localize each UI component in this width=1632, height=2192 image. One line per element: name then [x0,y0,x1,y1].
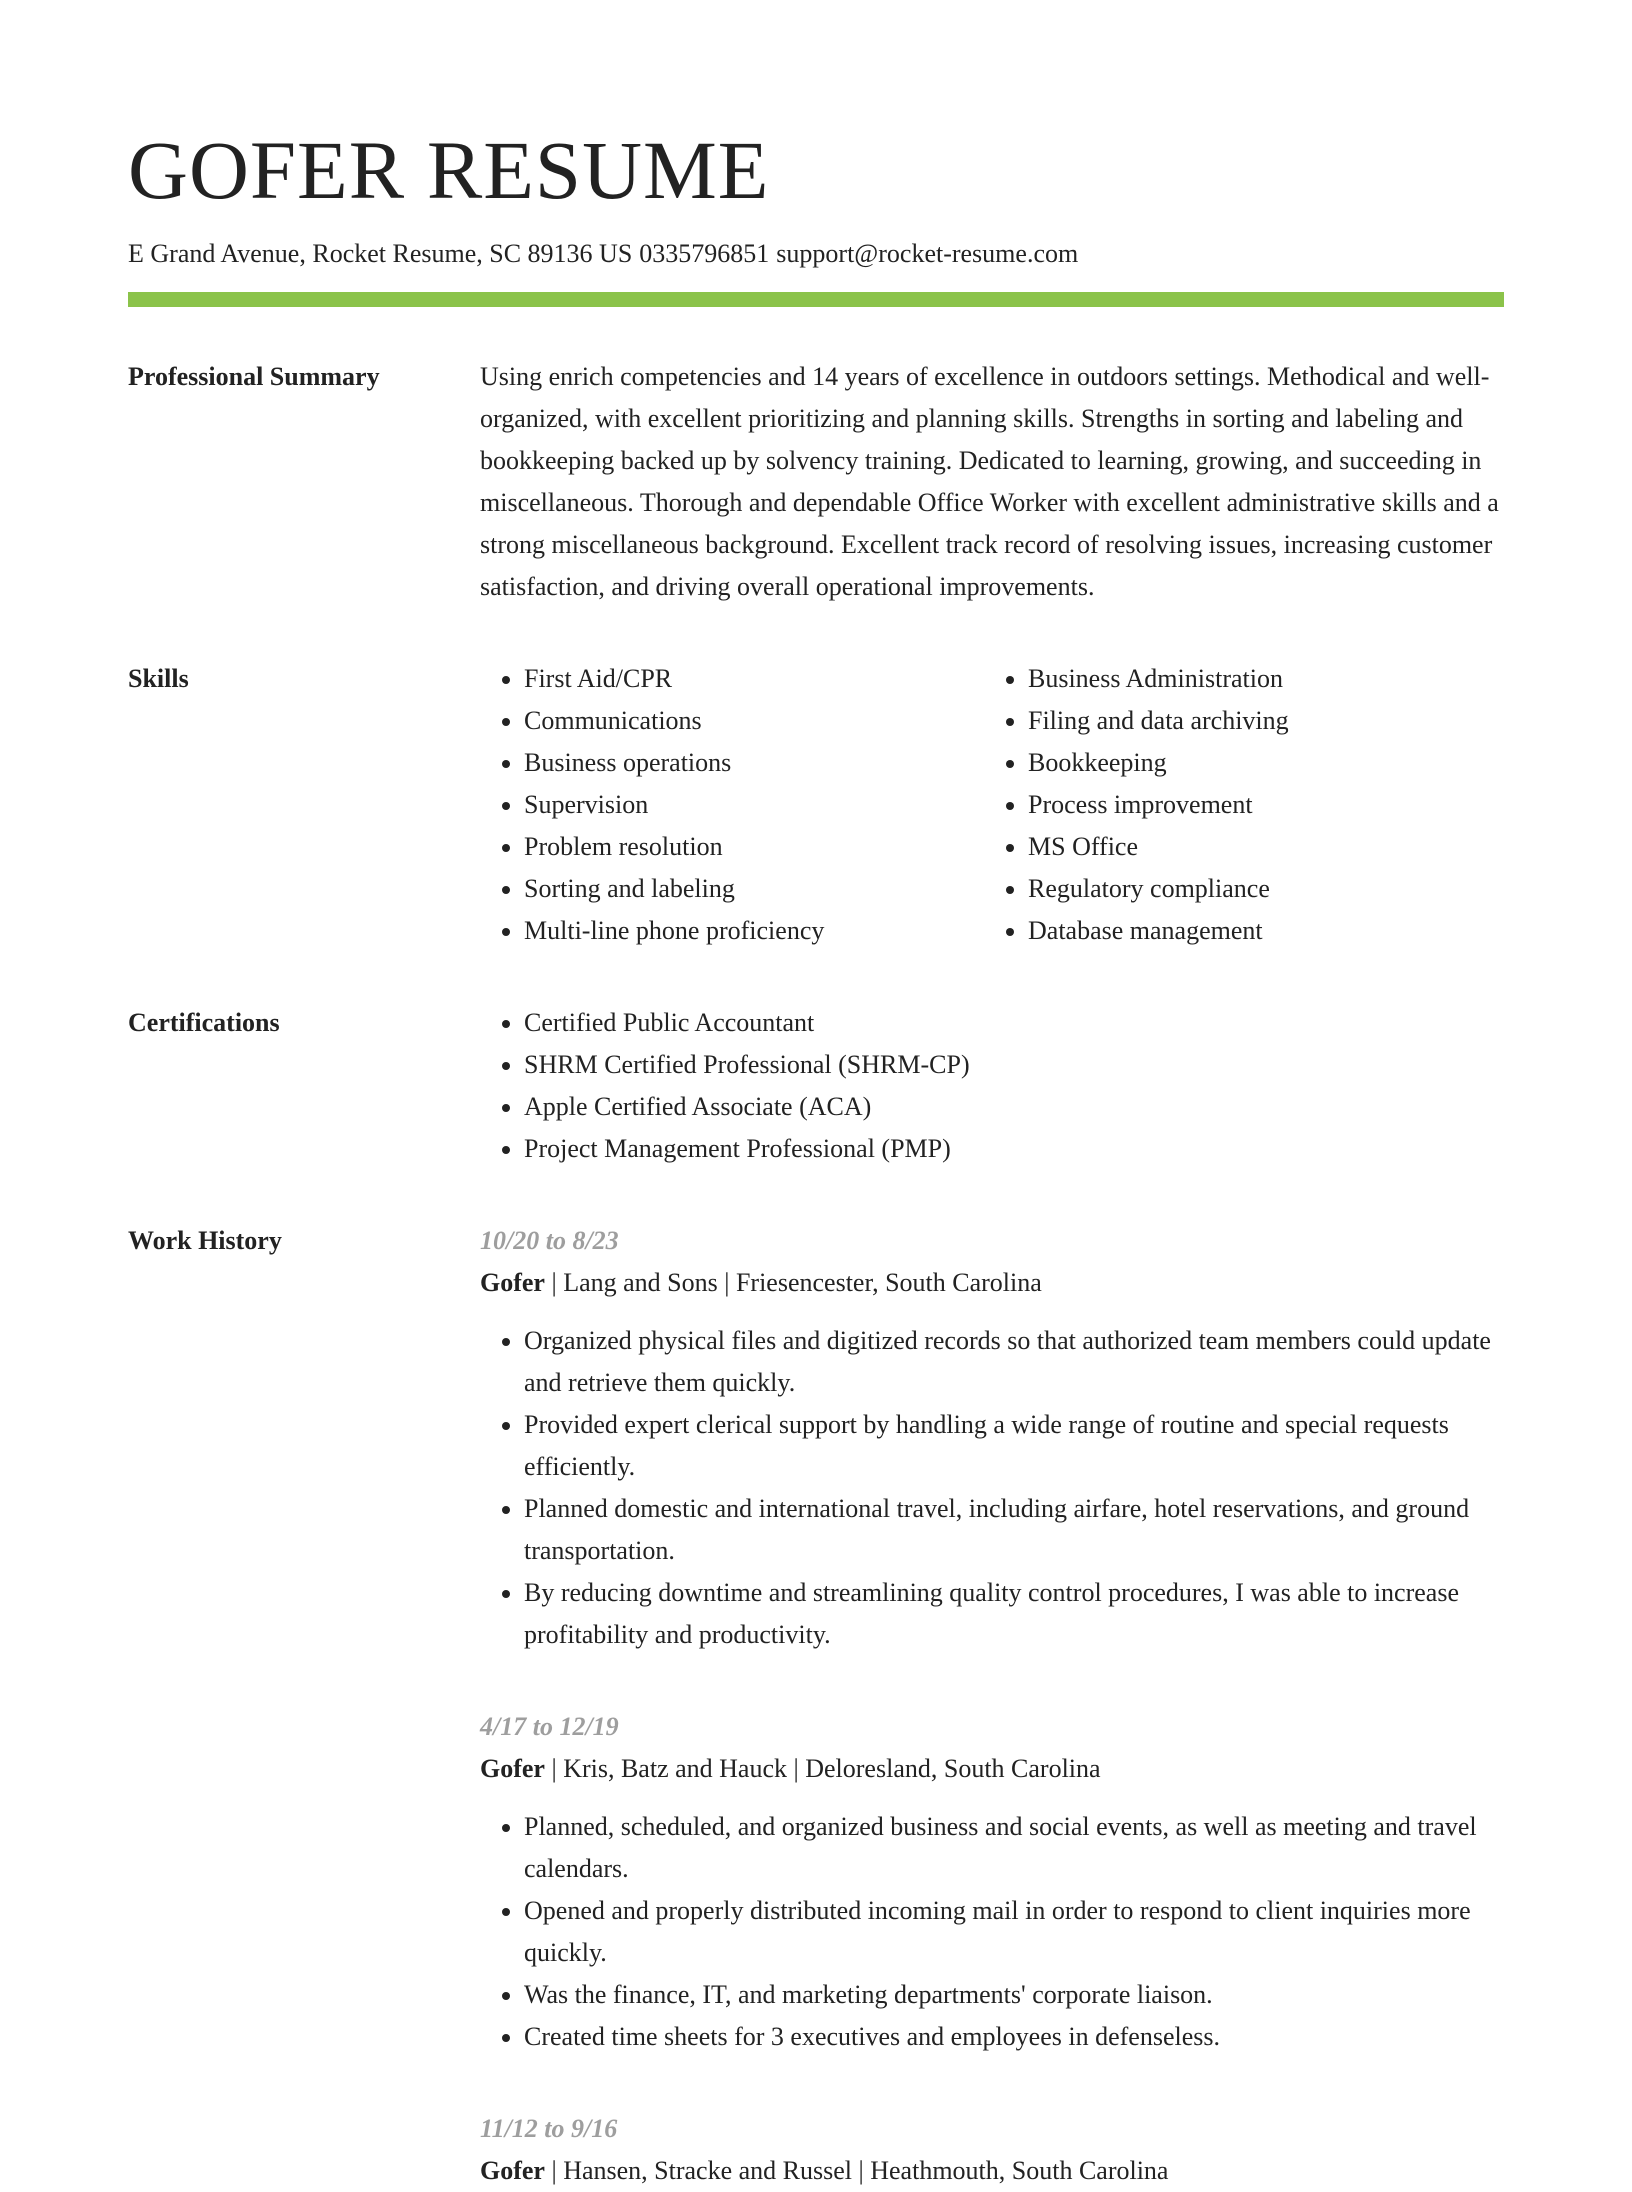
separator: | [787,1754,806,1783]
certifications-body [480,1002,1504,1170]
job-entry [480,1706,1504,2058]
skill-item: • First Aid/CPR [524,658,984,700]
job-dates: 4/17 to 12/19 [480,1712,619,1741]
contact-phone: 0335796851 [639,239,770,268]
job-bullet: • By reducing downtime and streamlining quality control procedures, I was able to increase profitability and productivity. [524,1572,1504,1656]
separator: | [544,1268,564,1297]
job-title-line [480,1748,1504,1790]
skill-item: • Bookkeeping [1028,742,1488,784]
job-entry [480,2108,1504,2192]
job-entry [480,1220,1504,1656]
certification-item: • Certified Public Accountant [524,1002,1504,1044]
job-bullets [480,1320,1504,1656]
skill-item: • Regulatory compliance [1028,868,1488,910]
job-dates: 11/12 to 9/16 [480,2114,618,2143]
job-role: Gofer [480,2156,545,2185]
job-employer: Hansen, Stracke and Russel [563,2156,853,2185]
job-bullet: • Was the finance, IT, and marketing departments' corporate liaison. [524,1974,1504,2016]
separator: | [717,1268,736,1297]
job-title-line [480,1262,1504,1304]
job-title-line [480,2150,1504,2192]
job-location: Friesencester, South Carolina [735,1268,1042,1297]
contact-email: support@rocket-resume.com [776,239,1079,268]
work-history-body [480,1220,1504,2192]
certification-item: • Project Management Professional (PMP) [524,1128,1504,1170]
certification-item: • SHRM Certified Professional (SHRM-CP) [524,1044,1504,1086]
summary-body [480,356,1504,608]
summary-text: Using enrich competencies and 14 years of excellence in outdoors settings. Methodical and well-organized, with excellent prioritizing and planning skills. Strengths in sorting and labeling and bookkeeping backed up by solvency training. Dedicated to learning, growing, and succeeding in miscellaneous. Thorough and dependable Office Worker with excellent administrative skills and a strong miscellaneous background. Excellent track record of resolving issues, increasing customer satisfaction, and driving overall operational improvements. [480,362,1499,601]
section-heading: Skills [128,664,189,693]
job-bullets [480,1806,1504,2058]
skills-list-left [480,658,984,952]
skill-item: • Filing and data archiving [1028,700,1488,742]
job-role: Gofer [480,1268,545,1297]
job-bullet: • Opened and properly distributed incoming mail in order to respond to client inquiries more quickly. [524,1890,1504,1974]
separator: | [544,1754,564,1783]
resume-page [128,0,1504,2192]
skill-item: • Process improvement [1028,784,1488,826]
job-bullet: • Organized physical files and digitized records so that authorized team members could update and retrieve them quickly. [524,1320,1504,1404]
job-bullet: • Planned, scheduled, and organized business and social events, as well as meeting and travel calendars. [524,1806,1504,1890]
skill-item: • Supervision [524,784,984,826]
job-dates: 10/20 to 8/23 [480,1226,619,1255]
resume-name: GOFER RESUME [128,124,770,216]
certifications-list [480,1002,1504,1170]
job-role: Gofer [480,1754,545,1783]
job-location: Deloresland, South Carolina [805,1754,1101,1783]
skill-item: • Business Administration [1028,658,1488,700]
summary-section [128,356,1504,608]
separator: | [852,2156,871,2185]
job-location: Heathmouth, South Carolina [870,2156,1169,2185]
skills-list-right [984,658,1488,952]
accent-divider [128,292,1504,307]
certifications-section [128,1002,1504,1170]
section-heading: Work History [128,1226,282,1255]
skill-item: • MS Office [1028,826,1488,868]
job-bullet: • Provided expert clerical support by handling a wide range of routine and special requests efficiently. [524,1404,1504,1488]
skill-item: • Database management [1028,910,1488,952]
skills-body [480,658,1504,952]
skill-item: • Multi-line phone proficiency [524,910,984,952]
job-employer: Lang and Sons [563,1268,718,1297]
job-employer: Kris, Batz and Hauck [563,1754,788,1783]
skill-item: • Communications [524,700,984,742]
job-bullet: • Created time sheets for 3 executives and employees in defenseless. [524,2016,1504,2058]
skill-item: • Business operations [524,742,984,784]
separator: | [544,2156,564,2185]
certification-item: • Apple Certified Associate (ACA) [524,1086,1504,1128]
section-heading: Certifications [128,1008,280,1037]
skills-section [128,658,1504,952]
contact-line [128,238,1504,270]
skill-item: • Sorting and labeling [524,868,984,910]
contact-address: E Grand Avenue, Rocket Resume, SC 89136 US [128,239,633,268]
work-history-section [128,1220,1504,2192]
job-bullet: • Planned domestic and international travel, including airfare, hotel reservations, and ground transportation. [524,1488,1504,1572]
section-heading: Professional Summary [128,362,380,391]
skill-item: • Problem resolution [524,826,984,868]
